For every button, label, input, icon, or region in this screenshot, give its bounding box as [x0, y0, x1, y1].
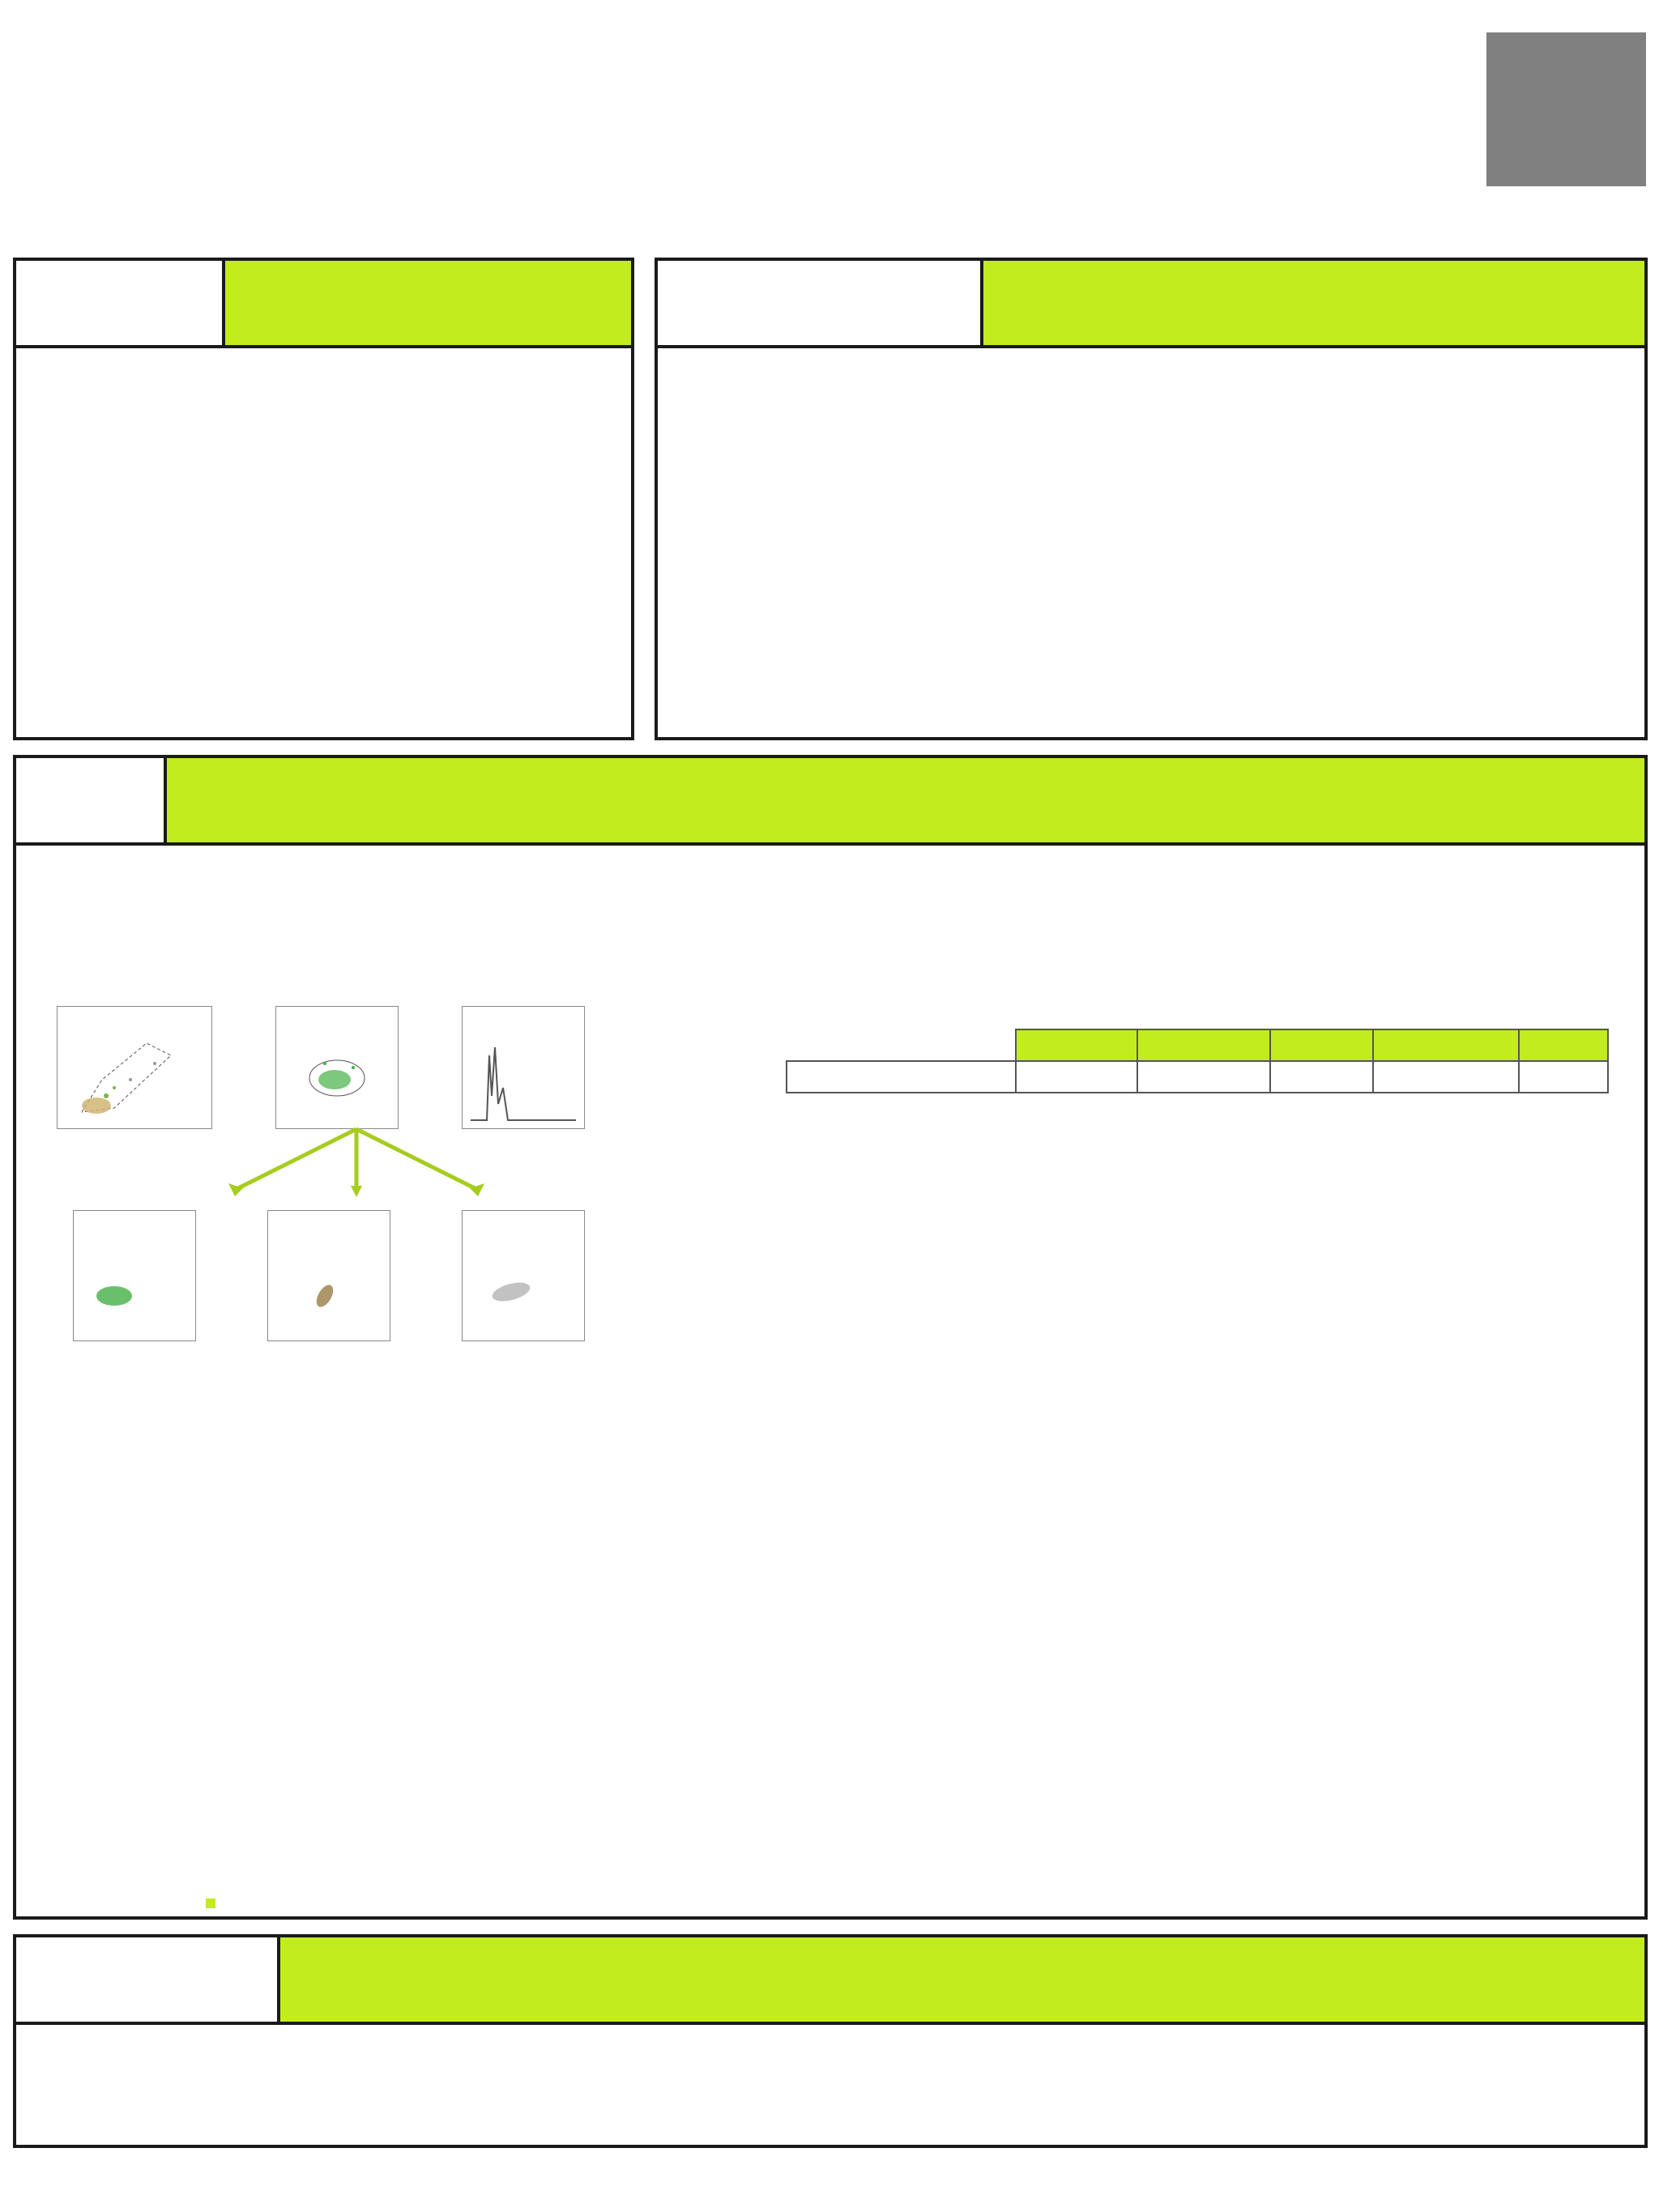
chart-svg	[76, 1555, 603, 1887]
normal-hd-protein	[1137, 1029, 1270, 1061]
flow-her2-mrna	[267, 1210, 390, 1341]
results-heading	[16, 758, 167, 842]
ppri-logo	[1486, 32, 1646, 186]
results-panel	[13, 842, 1648, 1920]
methods-panel	[655, 345, 1648, 740]
methods-heading	[658, 261, 983, 345]
chart-legend	[206, 1894, 219, 1913]
flow-single-cells	[275, 1006, 399, 1129]
normal-row	[787, 1061, 1608, 1093]
results-header	[13, 755, 1648, 846]
proliferative-ratios-chart	[28, 1524, 643, 1921]
background-panel	[13, 345, 634, 740]
legend-swatch	[206, 1899, 215, 1908]
normal-breast-flow-figure	[32, 991, 648, 1404]
gate-arrows	[219, 1125, 494, 1198]
normal-hd-mrna	[1016, 1029, 1137, 1061]
normal-hd-ecad	[1373, 1029, 1519, 1061]
normal-table	[786, 1029, 1609, 1093]
background-heading	[16, 261, 225, 345]
tumor-table	[656, 1105, 1609, 1135]
normal-hd-erpr	[1519, 1029, 1608, 1061]
flow-er-pr	[73, 1210, 196, 1341]
background-header	[13, 258, 634, 348]
case-figures	[663, 1390, 1644, 1916]
normal-hd-dna	[1270, 1029, 1373, 1061]
flow-dna-histogram-normal	[462, 1006, 585, 1129]
flow-all-data-points	[57, 1006, 212, 1129]
conclusions-header	[13, 1934, 1648, 2025]
flow-e-cadherin	[462, 1210, 585, 1341]
conclusions-heading	[16, 1937, 280, 2022]
conclusions-panel	[13, 2022, 1648, 2148]
methods-header	[655, 258, 1648, 348]
